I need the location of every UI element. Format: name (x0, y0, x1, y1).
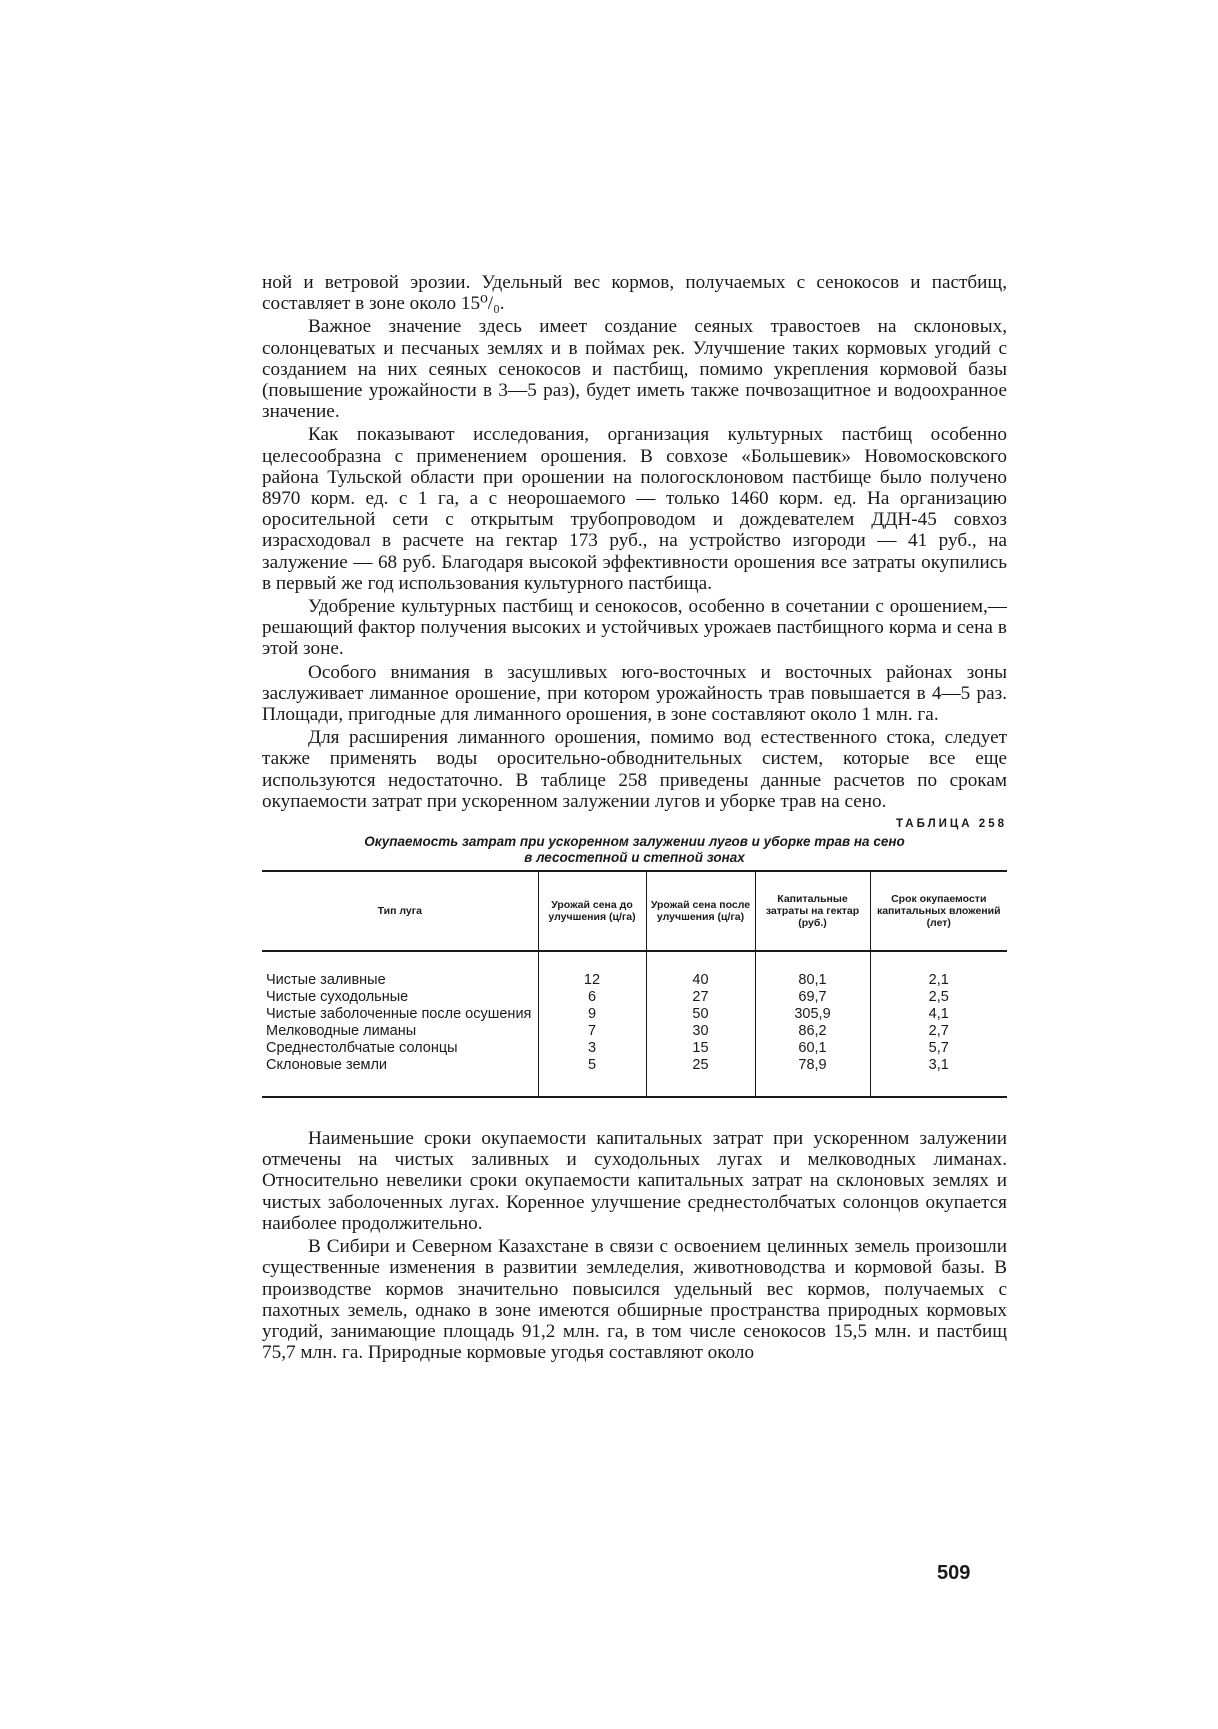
paragraph: Наименьшие сроки окупаемости капитальных затрат при ускоренном залужении отмечены на чистых заливных и суходольных лугах и мелководных лиманах. Относительно невелики сроки окупаемости капитальных затрат на склоновых землях и чистых заболоченных лугах. Коренное улучшение среднестолбчатых солонцов окупается наиболее продолжительно. (262, 1128, 1007, 1234)
paragraph: Для расширения лиманного орошения, помимо вод естественного стока, следует также применять воды оросительно-обводнительных систем, которые все еще используются недостаточно. В таблице 258 приведены данные расчетов по срокам окупаемости затрат при ускоренном залужении лугов и уборке трав на сено. (262, 727, 1007, 812)
yield-before-cell: 7 (538, 1023, 646, 1040)
table-row (262, 1006, 1007, 1023)
yield-before-cell: 5 (538, 1057, 646, 1097)
column-header: Срок окупаемости капитальных вложений (лет) (870, 871, 1007, 951)
table-caption (262, 834, 1007, 866)
yield-before-cell: 6 (538, 989, 646, 1006)
paragraph: Важное значение здесь имеет создание сеяных травостоев на склоновых, солонцеватых и песчаных землях и в поймах рек. Улучшение таких кормовых угодий с созданием на них сеяных сенокосов и пастбищ, помимо укрепления кормовой базы (повышение урожайности в 3—5 раз), будет иметь также почвозащитное и водоохранное значение. (262, 316, 1007, 423)
table-row (262, 1023, 1007, 1040)
payback-period-cell: 4,1 (870, 1006, 1007, 1023)
table-caption-line: Окупаемость затрат при ускоренном залужении лугов и уборке трав на сено (364, 834, 905, 850)
meadow-type-cell: Чистые суходольные (266, 989, 409, 1006)
payback-period-cell: 3,1 (870, 1057, 1007, 1097)
data-table (262, 870, 1007, 1098)
paragraph: Как показывают исследования, организация культурных пастбищ особенно целесообразна с применением орошения. В совхозе «Большевик» Новомосковского района Тульской области при орошении на пологосклоновом пастбище было получено 8970 корм. ед. с 1 га, а с неорошаемого — только 1460 корм. ед. На организацию оросительной сети с открытым трубопроводом и дождевателем ДДН-45 совхоз израсходовал в расчете на гектар 173 руб., на устройство изгороди — 41 руб., на залужение — 68 руб. Благодаря высокой эффективности орошения все затраты окупились в первый же год использования культурного пастбища. (262, 424, 1007, 594)
payback-period-cell: 5,7 (870, 1040, 1007, 1057)
meadow-type-cell: Чистые заливные (266, 972, 386, 989)
column-header: Капитальные затраты на гектар (руб.) (755, 871, 870, 951)
yield-after-cell: 40 (646, 951, 755, 989)
paragraph: ной и ветровой эрозии. Удельный вес кормов, получаемых с сенокосов и пастбищ, составляет в зоне около 15⁰/₀. (262, 272, 1007, 315)
capital-cost-cell: 305,9 (755, 1006, 870, 1023)
yield-after-cell: 30 (646, 1023, 755, 1040)
meadow-type-cell: Чистые заболоченные после осушения (266, 1006, 532, 1023)
body-text-top (262, 272, 1007, 812)
paragraph: Удобрение культурных пастбищ и сенокосов, особенно в сочетании с орошением,— решающий фактор получения высоких и устойчивых урожаев пастбищного корма и сена в этой зоне. (262, 596, 1007, 660)
yield-after-cell: 50 (646, 1006, 755, 1023)
table-label: ТАБЛИЦА 258 (895, 818, 1007, 831)
table-header-row (262, 871, 1007, 951)
column-header: Урожай сена до улучшения (ц/га) (538, 871, 646, 951)
page-content (262, 272, 1007, 1365)
capital-cost-cell: 78,9 (755, 1057, 870, 1097)
paragraph: Особого внимания в засушливых юго-восточных и восточных районах зоны заслуживает лиманное орошение, при котором урожайность трав повышается в 4—5 раз. Площади, пригодные для лиманного орошения, в зоне составляют около 1 млн. га. (262, 661, 1007, 726)
yield-after-cell: 25 (646, 1057, 755, 1097)
table-caption-line: в лесостепной и степной зонах (524, 850, 745, 866)
yield-after-cell: 15 (646, 1040, 755, 1057)
yield-before-cell: 9 (538, 1006, 646, 1023)
meadow-type-cell: Среднестолбчатые солонцы (266, 1040, 458, 1057)
body-text-bottom (262, 1128, 1007, 1363)
table-row (262, 989, 1007, 1006)
payback-period-cell: 2,7 (870, 1023, 1007, 1040)
meadow-type-cell: Мелководные лиманы (266, 1023, 417, 1040)
column-header: Тип луга (262, 871, 538, 951)
page-number: 509 (937, 1562, 971, 1584)
capital-cost-cell: 60,1 (755, 1040, 870, 1057)
table-row (262, 1057, 1007, 1097)
capital-cost-cell: 80,1 (755, 951, 870, 989)
paragraph: В Сибири и Северном Казахстане в связи с освоением целинных земель произошли существенные изменения в развитии земледелия, животноводства и кормовой базы. В производстве кормов значительно повысился удельный вес кормов, получаемых с пахотных земель, однако в зоне имеются обширные пространства природных кормовых угодий, занимающие площадь 91,2 млн. га, в том числе сенокосов 15,5 млн. и пастбищ 75,7 млн. га. Природные кормовые угодья составляют около (262, 1236, 1007, 1364)
column-header: Урожай сена после улучшения (ц/га) (646, 871, 755, 951)
yield-before-cell: 12 (538, 951, 646, 989)
capital-cost-cell: 69,7 (755, 989, 870, 1006)
yield-before-cell: 3 (538, 1040, 646, 1057)
yield-after-cell: 27 (646, 989, 755, 1006)
table-row (262, 1040, 1007, 1057)
payback-period-cell: 2,5 (870, 989, 1007, 1006)
meadow-type-cell: Склоновые земли (262, 1057, 538, 1097)
payback-period-cell: 2,1 (870, 951, 1007, 989)
table-row (262, 951, 1007, 989)
capital-cost-cell: 86,2 (755, 1023, 870, 1040)
